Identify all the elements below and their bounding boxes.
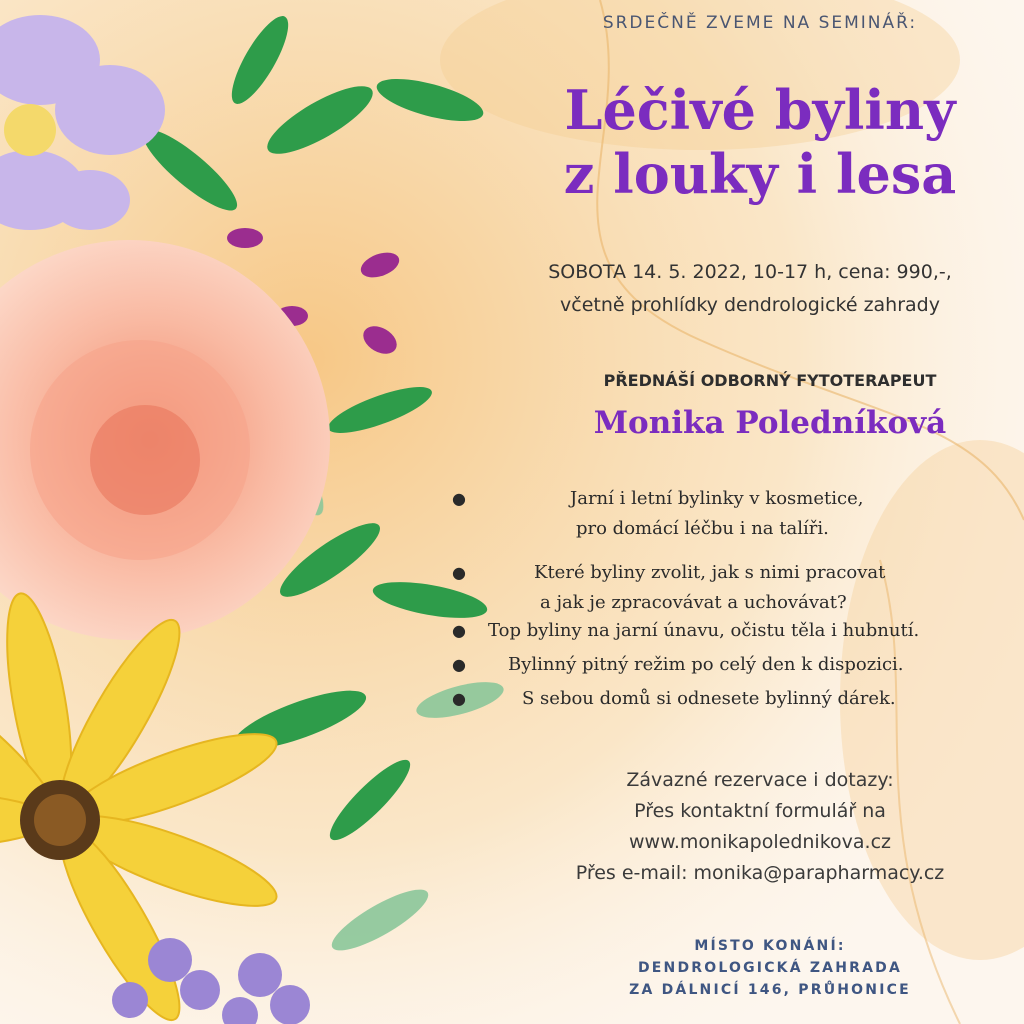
venue-line-1: MÍSTO KONÁNÍ: [694, 938, 846, 954]
contact-info [490, 765, 1024, 889]
list-item [452, 616, 1024, 650]
venue-info [560, 935, 980, 1001]
topic-line-2: pro domácí léčbu i na talíři. [576, 518, 829, 539]
event-date-info [480, 256, 1020, 322]
topic-list [452, 484, 1024, 718]
topic-line-1: S sebou domů si odnesete bylinný dárek. [522, 688, 896, 709]
topic-line-1: Jarní i letní bylinky v kosmetice, [570, 488, 864, 509]
bullet-icon: ● [452, 621, 466, 640]
venue-line-2: DENDROLOGICKÁ ZAHRADA [637, 960, 903, 976]
website-link[interactable]: www.monikapolednikova.cz [628, 831, 891, 853]
topic-line-2: a jak je zpracovávat a uchovávat? [540, 592, 847, 613]
email-link[interactable]: Přes e-mail: monika@parapharmacy.cz [575, 862, 945, 884]
bullet-icon: ● [452, 563, 466, 582]
lecturer-label: PŘEDNÁŠÍ ODBORNÝ FYTOTERAPEUT [603, 371, 937, 390]
topic-line-1: Top byliny na jarní únavu, očistu těla i hubnutí. [488, 620, 920, 641]
bullet-icon: ● [452, 655, 466, 674]
list-item [452, 558, 1024, 616]
list-item [452, 684, 1024, 718]
topic-line-1: Které byliny zvolit, jak s nimi pracovat [534, 562, 886, 583]
title-line-2: z louky i lesa [563, 142, 957, 206]
page-title [520, 78, 1000, 206]
venue-line-3: ZA DÁLNICÍ 146, PRŮHONICE [629, 982, 911, 998]
topic-line-1: Bylinný pitný režim po celý den k dispozici. [508, 654, 904, 675]
invite-label: SRDEČNĚ ZVEME NA SEMINÁŘ: [602, 13, 918, 33]
contact-line-2: Přes kontaktní formulář na [634, 800, 886, 822]
contact-line-1: Závazné rezervace i dotazy: [626, 769, 894, 791]
list-item [452, 650, 1024, 684]
lecturer-name: Monika Poledníková [593, 405, 947, 441]
list-item [452, 484, 1024, 558]
date-line-1: SOBOTA 14. 5. 2022, 10-17 h, cena: 990,-, [548, 261, 952, 283]
title-line-1: Léčivé byliny [564, 78, 956, 142]
date-line-2: včetně prohlídky dendrologické zahrady [560, 294, 940, 316]
bullet-icon: ● [452, 689, 466, 708]
bullet-icon: ● [452, 489, 466, 508]
